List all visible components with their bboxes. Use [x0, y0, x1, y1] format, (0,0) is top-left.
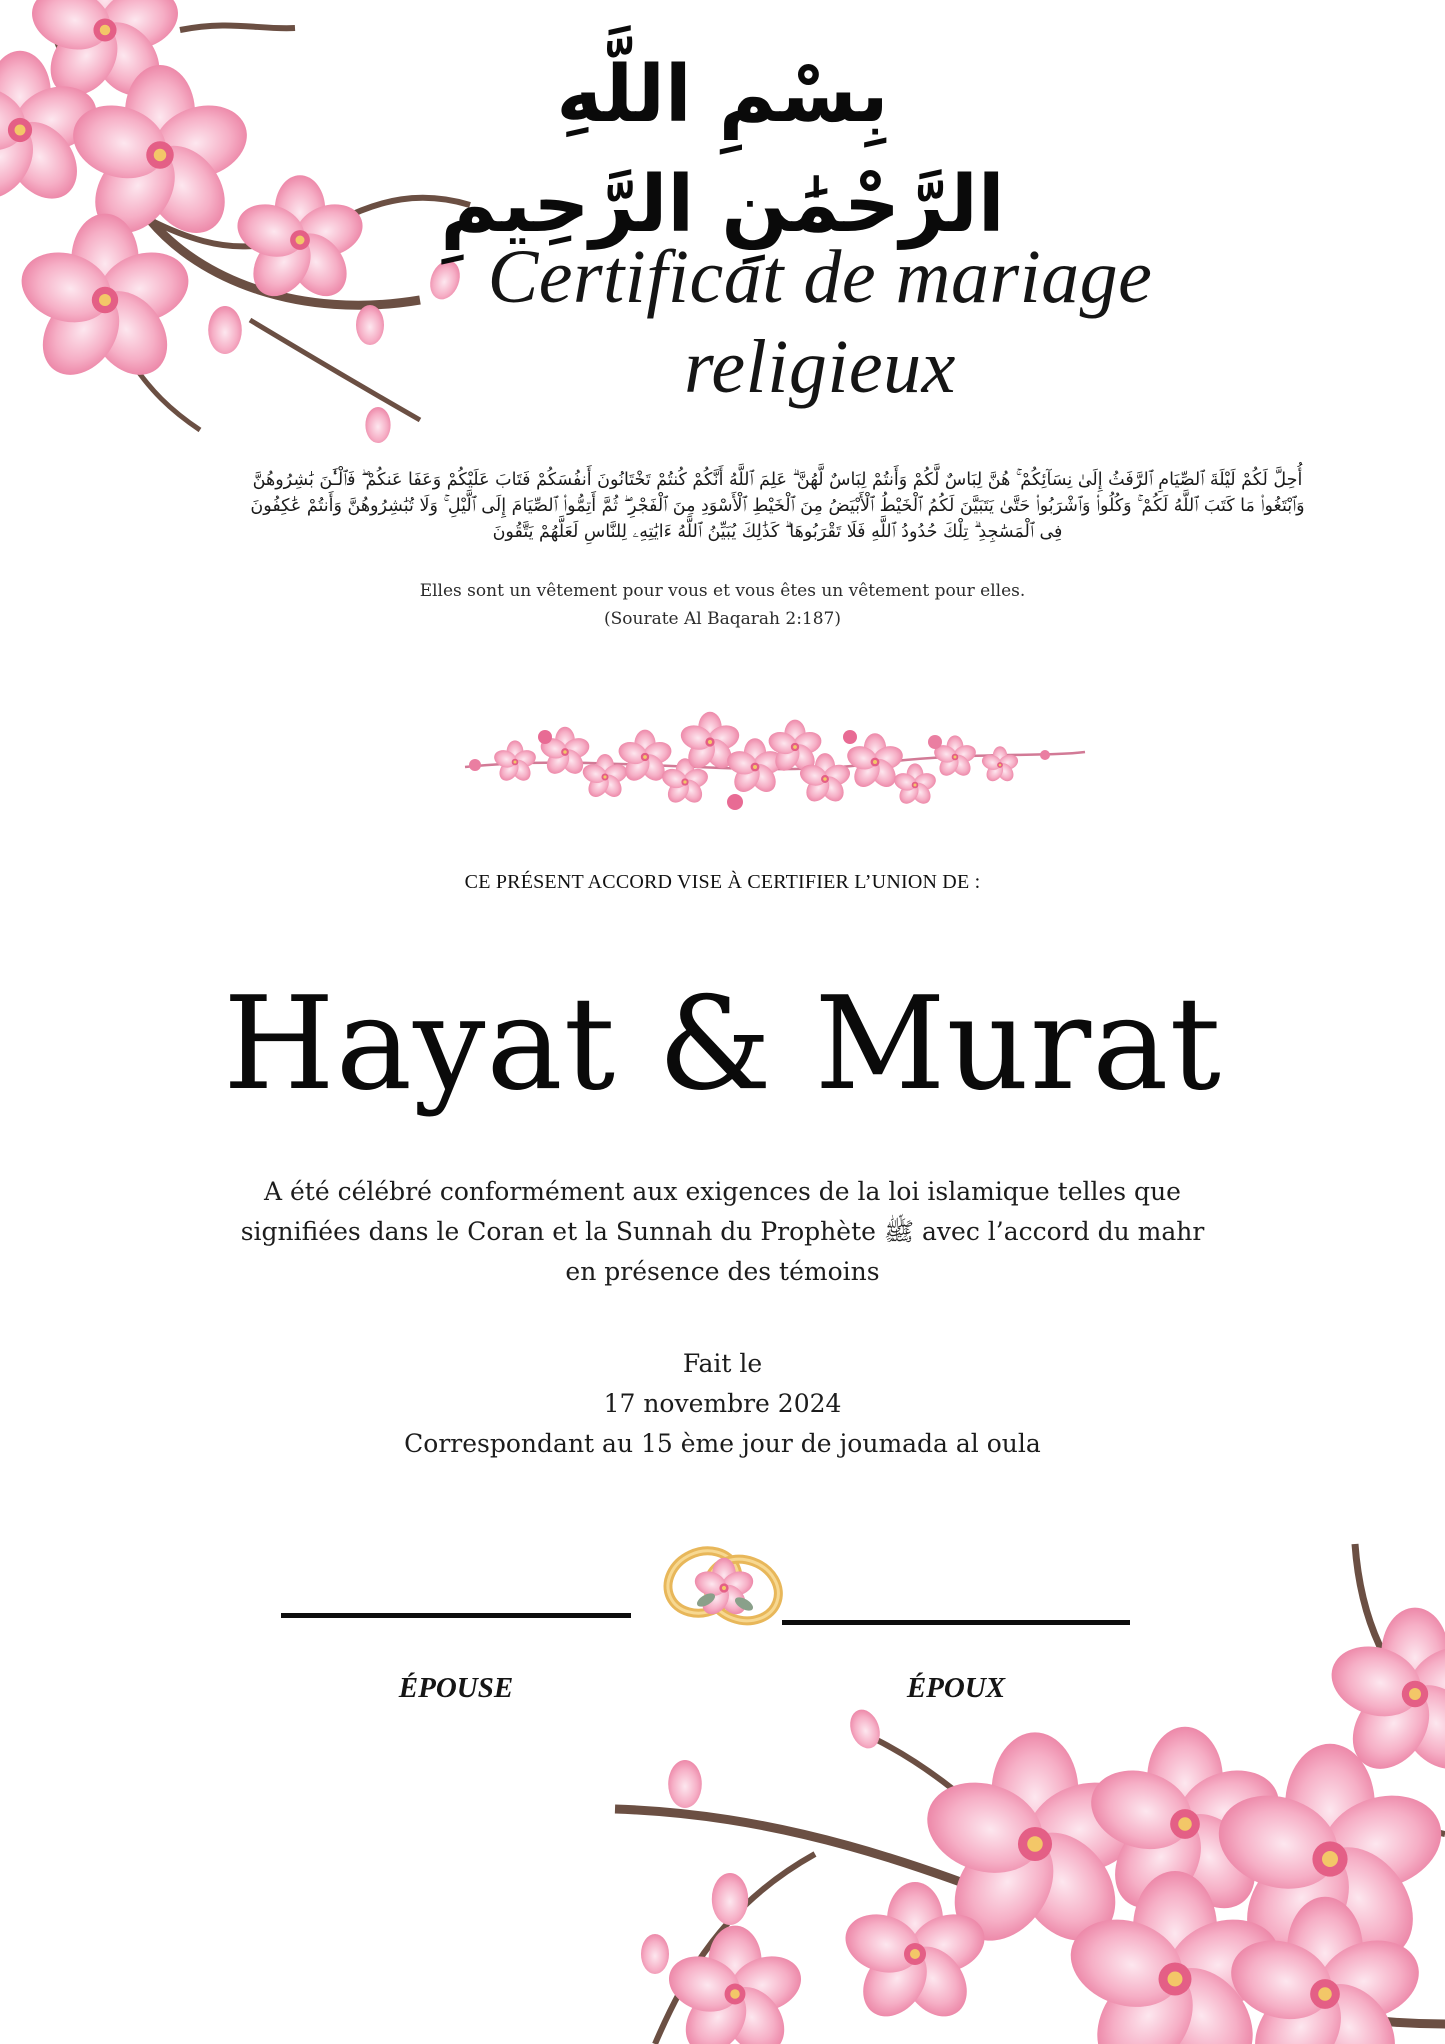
- wedding-rings-icon: [658, 1530, 788, 1630]
- quran-verse-arabic: أُحِلَّ لَكُمْ لَيْلَةَ ٱلصِّيَامِ ٱلرَّفَثُ إِلَىٰ نِسَآئِكُمْ ۚ هُنَّ لِبَاسٌ لَّكُمْ وَأَنتُمْ لِبَاسٌ لَّهُنَّ ۗ عَلِمَ ٱللَّهُ أَنَّكُمْ كُنتُمْ تَخْتَانُونَ أَنفُسَكُمْ فَتَابَ عَلَيْكُمْ وَعَفَا عَنكُمْ ۖ فَٱلْـَٰٔنَ بَٰشِرُوهُنَّ وَٱبْتَغُوا۟ مَا كَتَبَ ٱللَّهُ لَكُمْ ۚ وَكُلُوا۟ وَٱشْرَبُوا۟ حَتَّىٰ يَتَبَيَّنَ لَكُمُ ٱلْخَيْطُ ٱلْأَبْيَضُ مِنَ ٱلْخَيْطِ ٱلْأَسْوَدِ مِنَ ٱلْفَجْرِ ۖ ثُمَّ أَتِمُّوا۟ ٱلصِّيَامَ إِلَى ٱلَّيْلِ ۚ وَلَا تُبَٰشِرُوهُنَّ وَأَنتُمْ عَٰكِفُونَ فِى ٱلْمَسَٰجِدِ ۗ تِلْكَ حُدُودُ ٱللَّهِ فَلَا تَقْرَبُوهَا ۗ كَذَٰلِكَ يُبَيِّنُ ٱللَّهُ ءَايَٰتِهِۦ لِلنَّاسِ لَعَلَّهُمْ يَتَّقُونَ: [250, 470, 1305, 542]
- signature-label-epoux: ÉPOUX: [906, 1672, 1006, 1704]
- quran-verse-reference: (Sourate Al Baqarah 2:187): [603, 609, 842, 629]
- ceremony-description: A été célébré conformément aux exigences de la loi islamique telles que signifiées dans le Coran et la Sunnah du Prophète ﷺ avec l’accord du mahr en présence des témoins: [240, 1177, 1205, 1286]
- quran-verse-french: Elles sont un vêtement pour vous et vous êtes un vêtement pour elles.: [419, 581, 1026, 601]
- couple-names: Hayat & Murat: [223, 970, 1222, 1119]
- signature-label-epouse: ÉPOUSE: [398, 1672, 514, 1704]
- certificate-title: Certificat de mariage religieux: [487, 235, 1153, 409]
- signature-line-epouse: [281, 1613, 631, 1618]
- cherry-blossom-garland: [455, 707, 1095, 817]
- made-on-label: Fait le: [682, 1349, 763, 1378]
- union-heading: CE PRÉSENT ACCORD VISE À CERTIFIER L’UNION DE :: [464, 871, 981, 893]
- signature-line-epoux: [782, 1620, 1130, 1625]
- bismillah-calligraphy: بِسْمِ اللَّهِ الرَّحْمَٰنِ الرَّحِيمِ: [440, 50, 1005, 250]
- hijri-date: Correspondant au 15 ème jour de joumada al oula: [404, 1429, 1041, 1458]
- ceremony-date: 17 novembre 2024: [603, 1389, 842, 1418]
